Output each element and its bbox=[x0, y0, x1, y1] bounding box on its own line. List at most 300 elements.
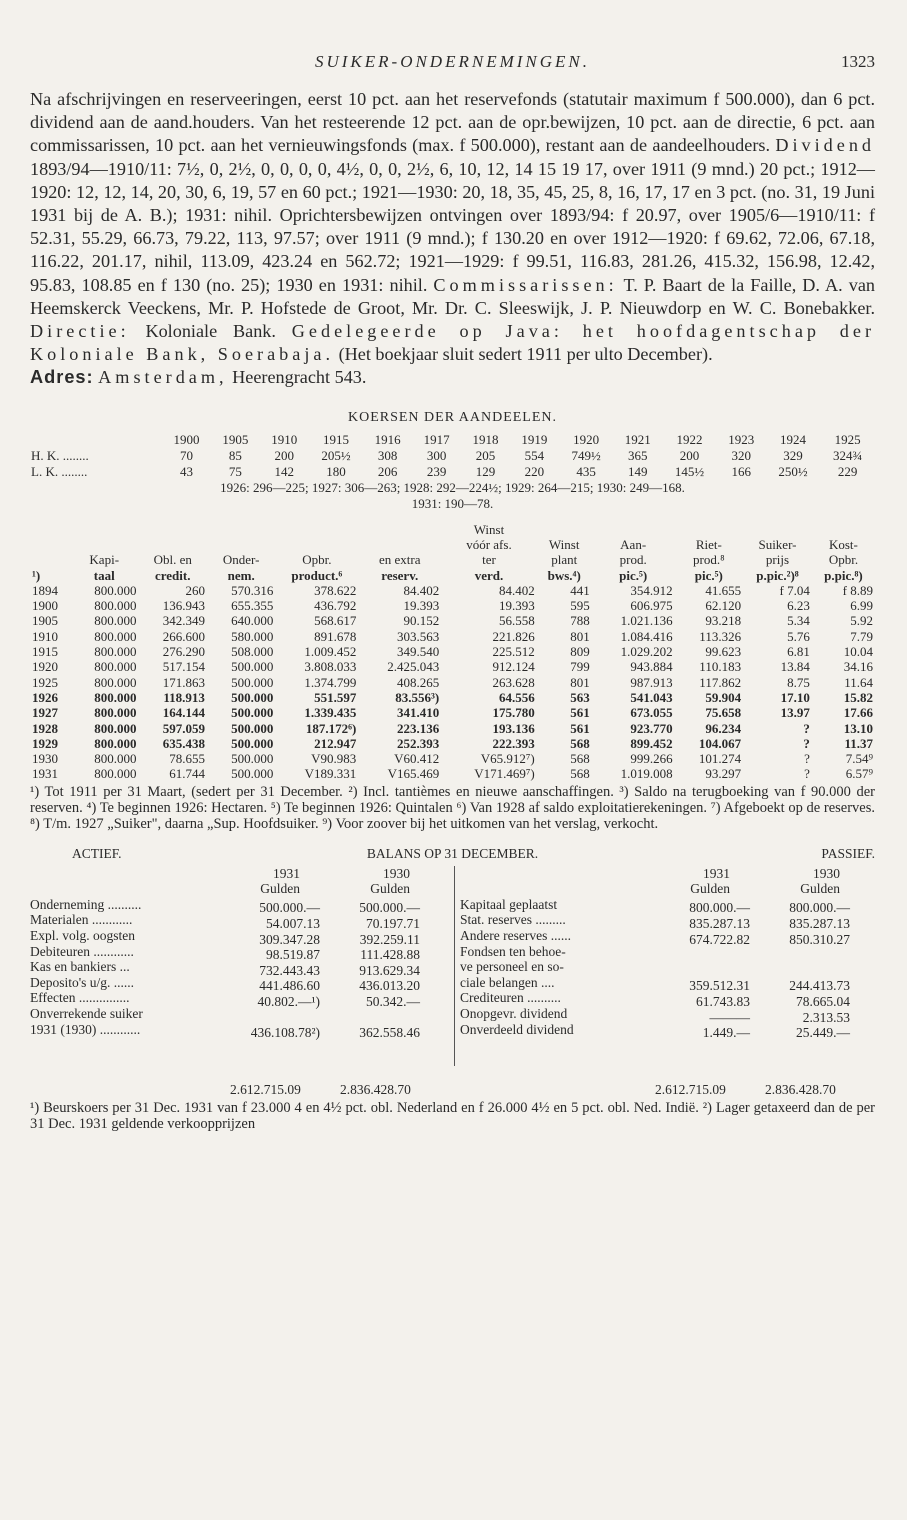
koersen-note-1: 1926: 296—225; 1927: 306—263; 1928: 292—224½; 1929: 264—215; 1930: 249—168. bbox=[220, 479, 685, 495]
balans-unit: Gulden bbox=[800, 881, 840, 897]
balans-value-1931: ——— bbox=[709, 1009, 750, 1025]
fin-header-cell: Aan- bbox=[620, 536, 647, 552]
fin-value-cell: 912.124 bbox=[492, 659, 535, 675]
adres-heading: Adres: bbox=[30, 367, 94, 388]
balans-item-label: Stat. reserves ......... bbox=[460, 912, 566, 928]
fin-year-cell: 1926 bbox=[32, 689, 58, 705]
koers-value: 142 bbox=[274, 463, 294, 479]
fin-header-row bbox=[30, 522, 875, 537]
koers-value: 129 bbox=[475, 463, 496, 479]
fin-header-cell bbox=[537, 522, 592, 537]
fin-value-cell: 19.393 bbox=[403, 598, 440, 614]
fin-value-cell: 84.402 bbox=[498, 582, 535, 598]
balans-row bbox=[30, 912, 450, 932]
balans-value-1930: 244.413.73 bbox=[789, 978, 850, 994]
fin-value-cell: 349.540 bbox=[396, 644, 440, 660]
koers-value: 320 bbox=[731, 447, 751, 463]
fin-value-cell: V189.331 bbox=[304, 766, 357, 782]
fin-year-cell: 1900 bbox=[32, 598, 58, 614]
fin-value-cell: 606.975 bbox=[630, 598, 673, 614]
balans-value-1931: 40.802.—¹) bbox=[257, 994, 320, 1010]
directie-heading: Directie: bbox=[30, 321, 130, 342]
fin-value-cell: 171.863 bbox=[162, 674, 205, 690]
balans-value-1931: 436.108.78²) bbox=[250, 1025, 320, 1041]
fin-value-cell: 1.029.202 bbox=[620, 644, 673, 660]
koers-value: 324¾ bbox=[833, 447, 863, 463]
fin-year-cell: 1920 bbox=[32, 659, 58, 675]
fin-header-cell: Winst bbox=[548, 536, 580, 552]
balans-value-1930: 362.558.46 bbox=[359, 1025, 420, 1041]
fin-value-cell: 99.623 bbox=[705, 644, 742, 660]
fin-value-cell: 1.374.799 bbox=[304, 674, 357, 690]
fin-header-cell: prod.⁸ bbox=[693, 552, 725, 568]
total-actief-1931: 2.612.715.09 bbox=[230, 1081, 301, 1097]
fin-value-cell: V171.469⁷) bbox=[474, 766, 535, 782]
balans-value-1930: 835.287.13 bbox=[789, 916, 850, 932]
balans-sheet bbox=[30, 866, 875, 1076]
fin-value-cell: 800.000 bbox=[94, 766, 137, 782]
fin-value-cell: V90.983 bbox=[311, 751, 357, 767]
fin-value-cell: 90.152 bbox=[403, 613, 440, 629]
balans-value-1930: 78.665.04 bbox=[796, 994, 850, 1010]
fin-value-cell: 5.76 bbox=[787, 628, 810, 644]
commissarissen-text: T. P. Baart de la Faille, D. A. van Heemskerck Veeckens, Mr. P. Hofstede de Groot, Mr. Dr. C. Sleeswijk, J. P. Nieuwdorp en W. C. Bonebakker. bbox=[30, 274, 875, 318]
balans-unit: Gulden bbox=[690, 881, 730, 897]
koers-year: 1921 bbox=[624, 431, 651, 447]
koersen-note-2: 1931: 190—78. bbox=[411, 495, 494, 511]
fin-value-cell: 34.16 bbox=[843, 659, 873, 675]
fin-year-cell: 1894 bbox=[32, 582, 58, 598]
fin-year-cell: 1931 bbox=[32, 766, 58, 782]
balans-value-1931: 800.000.— bbox=[689, 900, 750, 916]
fin-header-cell bbox=[138, 522, 206, 537]
fin-header-cell bbox=[30, 552, 70, 567]
fin-header-cell: Winst bbox=[473, 521, 505, 537]
fin-header-cell: reserv. bbox=[381, 567, 419, 583]
balans-title: BALANS OP 31 DECEMBER. bbox=[366, 845, 539, 861]
fin-value-cell: V65.912⁷) bbox=[480, 751, 535, 767]
balans-year-1930: 1930 bbox=[813, 865, 840, 881]
fin-header-cell: pic.⁵) bbox=[619, 567, 648, 583]
profit-distribution-text: Na afschrijvingen en reserveeringen, eerst 10 pct. aan het reservefonds (statutair maximum f 500.000), dan 6 pct. dividend aan de aand.houders. Van het resteerende 12 pct. aan de opr.bewijzen, 10 pct. aan de directie, 6 pct. aan commissarissen, 10 pct. aan het vernieuwingsfonds (max. f 500.000), restant aan de aandeelhouders. bbox=[30, 89, 875, 156]
koersen-title: KOERSEN DER AANDEELEN. bbox=[347, 409, 558, 425]
fin-value-cell: 15.82 bbox=[843, 689, 873, 705]
koers-value: 180 bbox=[326, 463, 346, 479]
fin-header-cell: pic.⁵) bbox=[694, 567, 723, 583]
fin-value-cell: 64.556 bbox=[498, 689, 535, 705]
fin-value-cell: 800.000 bbox=[94, 735, 137, 751]
fin-value-cell: 800.000 bbox=[94, 644, 137, 660]
koers-value: 749½ bbox=[571, 447, 601, 463]
balans-row bbox=[460, 1006, 875, 1025]
balans-totals bbox=[30, 1082, 875, 1100]
fin-value-cell: 999.266 bbox=[630, 751, 673, 767]
fin-value-cell: 1.339.435 bbox=[304, 705, 357, 721]
balans-value-1931: 359.512.31 bbox=[689, 978, 750, 994]
balans-row bbox=[460, 959, 875, 975]
koers-value: 145½ bbox=[674, 463, 705, 479]
fin-year-cell: 1905 bbox=[32, 613, 58, 629]
fin-header-cell: bws.⁴) bbox=[547, 567, 581, 583]
balans-value-1930: 111.428.88 bbox=[360, 947, 420, 963]
fin-value-cell: 568 bbox=[570, 766, 590, 782]
fin-header-cell bbox=[30, 522, 70, 537]
fin-value-cell: 341.410 bbox=[396, 705, 440, 721]
fin-value-cell: 800.000 bbox=[94, 751, 137, 767]
fin-header-row bbox=[30, 552, 875, 567]
koers-value: 205½ bbox=[321, 447, 351, 463]
balans-value-1930: 913.629.34 bbox=[359, 962, 420, 978]
koers-year: 1905 bbox=[222, 431, 249, 447]
fin-value-cell: 303.563 bbox=[396, 628, 440, 644]
fin-header-row bbox=[30, 537, 875, 552]
koers-value: 166 bbox=[731, 463, 751, 479]
koers-year: 1916 bbox=[374, 431, 401, 447]
fin-value-cell: 41.655 bbox=[705, 582, 742, 598]
balans-value-1931: 61.743.83 bbox=[696, 994, 750, 1010]
balans-item-label: 1931 (1930) ............ bbox=[30, 1021, 141, 1037]
koers-value: 308 bbox=[377, 447, 398, 463]
balans-row bbox=[460, 896, 875, 916]
fin-value-cell: 117.862 bbox=[699, 674, 742, 690]
fin-value-cell: 568.617 bbox=[314, 613, 357, 629]
fin-value-cell: 408.265 bbox=[396, 674, 440, 690]
balans-row bbox=[460, 928, 875, 947]
fin-value-cell: 104.067 bbox=[698, 735, 742, 751]
boekjaar-text: (Het boekjaar sluit sedert 1911 per ulto December). bbox=[338, 344, 713, 365]
fin-value-cell: 563 bbox=[570, 689, 590, 705]
koers-value: 365 bbox=[628, 447, 648, 463]
fin-value-cell: f 7.04 bbox=[779, 582, 810, 598]
koers-year: 1923 bbox=[728, 431, 755, 447]
financial-footnotes: ¹) Tot 1911 per 31 Maart, (sedert per 31 December. ²) Incl. tantièmes en nieuwe aanschaffingen. ³) Saldo na terugboeking van f 90.000 der reserven. ⁴) Te beginnen 1926: Hectaren. ⁵) Te beginnen 1926: Quintalen ⁶) Van 1928 af saldo exploitatierekeningen. ⁷) Afgeboekt op de reserves. ⁸) T/m. 1927 „Suiker", daarna „Sup. Hoofdsuiker. ⁹) Voor zoover bij het uitkomen van het verslag, verkocht. bbox=[30, 783, 875, 832]
fin-value-cell: 655.355 bbox=[231, 598, 274, 614]
fin-value-cell: 193.136 bbox=[492, 720, 535, 736]
koers-value: 329 bbox=[783, 447, 803, 463]
fin-header-cell: Opbr. bbox=[302, 552, 332, 568]
koers-value: 220 bbox=[524, 463, 545, 479]
fin-header-cell bbox=[30, 537, 70, 552]
fin-value-cell: 800.000 bbox=[94, 659, 137, 675]
fin-value-cell: 252.393 bbox=[396, 735, 440, 751]
fin-value-cell: 17.66 bbox=[843, 705, 873, 721]
fin-header-cell bbox=[70, 522, 138, 537]
balans-item-label: Crediteuren .......... bbox=[460, 990, 561, 1006]
fin-value-cell: 3.808.033 bbox=[304, 659, 357, 675]
running-header bbox=[30, 52, 875, 80]
koersen-table bbox=[30, 432, 875, 480]
balans-value-1931: 500.000.— bbox=[259, 900, 320, 916]
koers-value: 205 bbox=[475, 447, 496, 463]
fin-value-cell: 551.597 bbox=[314, 689, 357, 705]
balans-row bbox=[30, 990, 450, 1010]
balans-value-1930: 392.259.11 bbox=[359, 931, 420, 947]
fin-value-cell: 800.000 bbox=[94, 689, 137, 705]
fin-value-cell: 800.000 bbox=[94, 720, 137, 736]
fin-value-cell: 923.770 bbox=[630, 720, 673, 736]
fin-header-cell bbox=[743, 522, 812, 537]
fin-value-cell: 56.558 bbox=[498, 613, 535, 629]
balans-item-label: Kas en bankiers ... bbox=[30, 959, 130, 975]
koers-year: 1915 bbox=[322, 431, 349, 447]
fin-value-cell: 6.57⁹ bbox=[845, 766, 873, 782]
koers-value: 300 bbox=[426, 447, 447, 463]
fin-row bbox=[30, 659, 875, 674]
dividend-history-text: 1893/94—1910/11: 7½, 0, 2½, 0, 0, 0, 0, 4½, 0, 0, 2½, 6, 10, 12, 14 15 19 17, over 1911 (9 mnd.) 20 pct.; 1912—1920: 12, 12, 14, 20, 30, 6, 19, 57 en 60 pct.; 1921—1930: 20, 18, 35, 45, 25, 8, 16, 17, 17 en 3 pct. (no. 31, 19 Juni 1931 bij de A. B.); 1931: nihil. Oprichtersbewijzen ontvingen over 1893/94: f 20.97, over 1905/6—1910/11: f 52.31, 55.29, 66.73, 79.22, 113, 97.57; over 1911 (9 mnd.); f 130.20 en over 1912—1920: f 69.62, 72.06, 67.18, 116.22, 201.17, nihil, 113.09, 423.24 en 562.72; 1921—1929: f 99.51, 116.83, 281.26, 415.32, 156.98, 12.42, 95.83, 108.85 en f 130 (no. 25); 1930 en 1931: nihil. bbox=[30, 158, 875, 295]
koers-value: 435 bbox=[576, 463, 596, 479]
fin-value-cell: 500.000 bbox=[231, 659, 274, 675]
passief-title: PASSIEF. bbox=[821, 845, 875, 861]
fin-value-cell: 225.512 bbox=[492, 644, 535, 660]
koers-value: 229 bbox=[837, 463, 858, 479]
fin-year-cell: 1927 bbox=[32, 705, 58, 721]
fin-value-cell: 436.792 bbox=[314, 598, 357, 614]
fin-value-cell: 59.904 bbox=[705, 689, 742, 705]
fin-row bbox=[30, 675, 875, 690]
fin-value-cell: 11.37 bbox=[844, 735, 873, 751]
directie-text: Koloniale Bank. bbox=[145, 321, 276, 342]
dividend-heading: Dividend bbox=[775, 135, 876, 156]
fin-value-cell: 801 bbox=[570, 674, 590, 690]
fin-value-cell: 62.120 bbox=[705, 598, 742, 614]
koers-value: 206 bbox=[377, 463, 398, 479]
koers-value: 149 bbox=[628, 463, 648, 479]
balans-item-label: ciale belangen .... bbox=[460, 974, 555, 990]
fin-row bbox=[30, 766, 875, 781]
fin-header-cell bbox=[207, 522, 275, 537]
balans-value-1930: 500.000.— bbox=[359, 900, 420, 916]
fin-row bbox=[30, 736, 875, 751]
balans-header bbox=[30, 846, 875, 866]
fin-value-cell: 342.349 bbox=[162, 613, 205, 629]
koers-value: 70 bbox=[179, 447, 193, 463]
fin-value-cell: 17.10 bbox=[780, 689, 810, 705]
page bbox=[30, 52, 875, 1132]
fin-row bbox=[30, 705, 875, 720]
balans-value-1930: 70.197.71 bbox=[366, 916, 420, 932]
fin-header-cell bbox=[592, 522, 675, 537]
balans-row bbox=[460, 974, 875, 994]
fin-header-cell: prijs bbox=[765, 552, 790, 568]
fin-value-cell: 800.000 bbox=[94, 598, 137, 614]
commissarissen-heading: Commissarissen: bbox=[433, 274, 618, 295]
fin-value-cell: 187.172⁶) bbox=[305, 720, 357, 736]
balans-value-1931: 54.007.13 bbox=[266, 916, 320, 932]
koers-value: 239 bbox=[426, 463, 447, 479]
fin-value-cell: 899.452 bbox=[630, 735, 673, 751]
balans-unit-header bbox=[460, 881, 875, 897]
balans-unit: Gulden bbox=[370, 881, 410, 897]
fin-header-cell bbox=[207, 537, 275, 552]
adres-street: Heerengracht 543. bbox=[232, 367, 367, 388]
fin-value-cell: 799 bbox=[570, 659, 590, 675]
fin-value-cell: 500.000 bbox=[231, 735, 274, 751]
fin-value-cell: ? bbox=[804, 766, 810, 782]
balans-row bbox=[30, 928, 450, 947]
fin-header-cell: Suiker- bbox=[758, 536, 797, 552]
fin-header-cell: p.pic.²)⁸ bbox=[756, 567, 799, 583]
koers-value: 554 bbox=[524, 447, 545, 463]
fin-year-cell: 1910 bbox=[32, 628, 58, 644]
koers-value: 85 bbox=[228, 447, 242, 463]
balans-value-1931: 441.486.60 bbox=[259, 978, 320, 994]
balans-row bbox=[30, 943, 450, 963]
fin-value-cell: ? bbox=[803, 735, 810, 751]
fin-header-cell: verd. bbox=[474, 567, 504, 583]
balans-item-label: Onderneming .......... bbox=[30, 896, 142, 912]
balans-value-1930: 2.313.53 bbox=[802, 1009, 850, 1025]
fin-value-cell: 19.393 bbox=[498, 598, 535, 614]
balans-year-1930: 1930 bbox=[383, 865, 410, 881]
koers-value: 200 bbox=[274, 447, 294, 463]
gedelegeerde-text: Gedelegeerde op Java: het hoofdagentschap der Koloniale Bank, Soerabaja. bbox=[30, 321, 876, 365]
fin-header-cell: Obl. en bbox=[153, 552, 192, 568]
koers-year: 1918 bbox=[472, 431, 499, 447]
fin-value-cell: 61.744 bbox=[169, 766, 205, 782]
balans-value-1931: 674.722.82 bbox=[689, 931, 750, 947]
balans-item-label: Onverdeeld dividend bbox=[460, 1021, 574, 1037]
balans-row bbox=[460, 944, 875, 960]
fin-value-cell: 6.99 bbox=[850, 598, 873, 614]
fin-value-cell: V60.412 bbox=[394, 751, 440, 767]
fin-header-cell: prod. bbox=[619, 552, 647, 568]
fin-value-cell: 175.780 bbox=[492, 705, 535, 721]
actief-column bbox=[30, 865, 450, 1041]
fin-value-cell: 800.000 bbox=[94, 674, 137, 690]
balans-item-label: Onverrekende suiker bbox=[30, 1006, 143, 1022]
balans-year-header bbox=[30, 866, 450, 882]
fin-value-cell: 354.912 bbox=[630, 582, 673, 598]
koersen-row-lk bbox=[30, 464, 875, 480]
fin-value-cell: 441 bbox=[570, 582, 590, 598]
fin-value-cell: 266.600 bbox=[162, 628, 205, 644]
fin-header-cell: nem. bbox=[227, 567, 255, 583]
fin-header-cell bbox=[358, 522, 441, 537]
fin-header-cell: Onder- bbox=[222, 552, 260, 568]
fin-value-cell: 75.658 bbox=[705, 705, 742, 721]
fin-header-cell bbox=[675, 522, 743, 537]
fin-value-cell: f 8.89 bbox=[842, 582, 873, 598]
fin-header-cell: Kost- bbox=[828, 536, 858, 552]
fin-row bbox=[30, 613, 875, 628]
fin-value-cell: 93.297 bbox=[705, 766, 742, 782]
balans-item-label: Kapitaal geplaatst bbox=[460, 896, 558, 912]
fin-header-cell: credit. bbox=[154, 567, 191, 583]
running-title: SUIKER-ONDERNEMINGEN. bbox=[314, 52, 590, 71]
fin-value-cell: 13.10 bbox=[843, 720, 873, 736]
fin-value-cell: 96.234 bbox=[705, 720, 742, 736]
koers-year: 1910 bbox=[271, 431, 298, 447]
fin-value-cell: 7.79 bbox=[850, 628, 873, 644]
fin-header-cell bbox=[812, 522, 875, 537]
fin-value-cell: 2.425.043 bbox=[387, 659, 440, 675]
fin-value-cell: V165.469 bbox=[387, 766, 440, 782]
balans-unit-header bbox=[30, 881, 450, 897]
fin-year-cell: 1915 bbox=[32, 644, 58, 660]
balans-row bbox=[30, 959, 450, 978]
fin-header-cell bbox=[138, 537, 206, 552]
balans-value-1930: 850.310.27 bbox=[789, 931, 850, 947]
koersen-row-hk bbox=[30, 448, 875, 464]
balans-item-label: Expl. volg. oogsten bbox=[30, 928, 135, 944]
balans-value-1931: 309.347.28 bbox=[259, 931, 320, 947]
koers-year: 1922 bbox=[676, 431, 703, 447]
fin-value-cell: 276.290 bbox=[162, 644, 205, 660]
balans-item-label: Onopgevr. dividend bbox=[460, 1006, 568, 1022]
fin-header-cell: plant bbox=[551, 552, 578, 568]
fin-row bbox=[30, 644, 875, 659]
koers-row-label: H. K. ........ bbox=[31, 447, 89, 463]
fin-row bbox=[30, 629, 875, 644]
fin-value-cell: 508.000 bbox=[231, 644, 274, 660]
fin-header-cell: en extra bbox=[379, 552, 421, 568]
fin-value-cell: 1.009.452 bbox=[304, 644, 357, 660]
balans-year-1931: 1931 bbox=[273, 865, 300, 881]
fin-value-cell: 500.000 bbox=[231, 674, 274, 690]
fin-value-cell: 5.34 bbox=[787, 613, 810, 629]
balans-value-1931: 98.519.87 bbox=[266, 947, 320, 963]
fin-value-cell: 93.218 bbox=[705, 613, 742, 629]
fin-value-cell: 1.019.008 bbox=[620, 766, 673, 782]
fin-header-cell: vóór afs. bbox=[466, 536, 512, 552]
fin-row bbox=[30, 721, 875, 736]
koers-value: 200 bbox=[679, 447, 700, 463]
fin-year-cell: 1929 bbox=[32, 735, 58, 751]
fin-header-row bbox=[30, 568, 875, 583]
balans-divider bbox=[454, 866, 455, 1066]
balans-unit: Gulden bbox=[260, 881, 300, 897]
fin-header-cell: Opbr. bbox=[828, 552, 859, 568]
fin-value-cell: 788 bbox=[570, 613, 590, 629]
financial-table bbox=[30, 522, 875, 782]
fin-value-cell: 640.000 bbox=[231, 613, 274, 629]
company-description bbox=[30, 88, 875, 390]
fin-value-cell: 943.884 bbox=[630, 659, 673, 675]
fin-value-cell: 113.326 bbox=[699, 628, 742, 644]
fin-value-cell: 500.000 bbox=[231, 720, 274, 736]
balans-row bbox=[460, 990, 875, 1010]
fin-value-cell: 110.183 bbox=[699, 659, 742, 675]
fin-value-cell: 101.274 bbox=[698, 751, 742, 767]
fin-value-cell: 500.000 bbox=[231, 705, 274, 721]
adres-city: Amsterdam, bbox=[98, 367, 228, 388]
fin-value-cell: 84.402 bbox=[403, 582, 440, 598]
fin-value-cell: 136.943 bbox=[162, 598, 205, 614]
fin-value-cell: 800.000 bbox=[94, 628, 137, 644]
fin-header-cell bbox=[70, 537, 138, 552]
koersen-years-row bbox=[30, 432, 875, 448]
fin-header-cell: ter bbox=[482, 552, 496, 568]
fin-value-cell: 597.059 bbox=[162, 720, 205, 736]
fin-value-cell: 500.000 bbox=[231, 751, 274, 767]
koers-year: 1900 bbox=[173, 431, 200, 447]
balans-value-1930: 25.449.— bbox=[796, 1025, 850, 1041]
fin-value-cell: 987.913 bbox=[630, 674, 673, 690]
fin-row bbox=[30, 751, 875, 766]
fin-value-cell: 568 bbox=[570, 735, 590, 751]
fin-header-cell bbox=[275, 522, 358, 537]
fin-value-cell: 8.75 bbox=[787, 674, 810, 690]
fin-value-cell: 568 bbox=[570, 751, 590, 767]
balans-item-label: Andere reserves ...... bbox=[460, 928, 571, 944]
balans-footnotes: ¹) Beurskoers per 31 Dec. 1931 van f 23.000 4 en 4½ pct. obl. Nederland en f 26.000 4½ en 5 pct. obl. Ned. Indië. ²) Lager getaxeerd dan de per 31 Dec. 1931 geldende verkoopprijzen bbox=[30, 1099, 875, 1132]
fin-header-cell: Kapi- bbox=[89, 552, 120, 568]
fin-header-cell: ¹) bbox=[32, 567, 41, 583]
total-passief-1931: 2.612.715.09 bbox=[655, 1081, 726, 1097]
fin-value-cell: 6.23 bbox=[787, 598, 810, 614]
koers-year: 1925 bbox=[834, 431, 861, 447]
fin-value-cell: ? bbox=[803, 720, 810, 736]
